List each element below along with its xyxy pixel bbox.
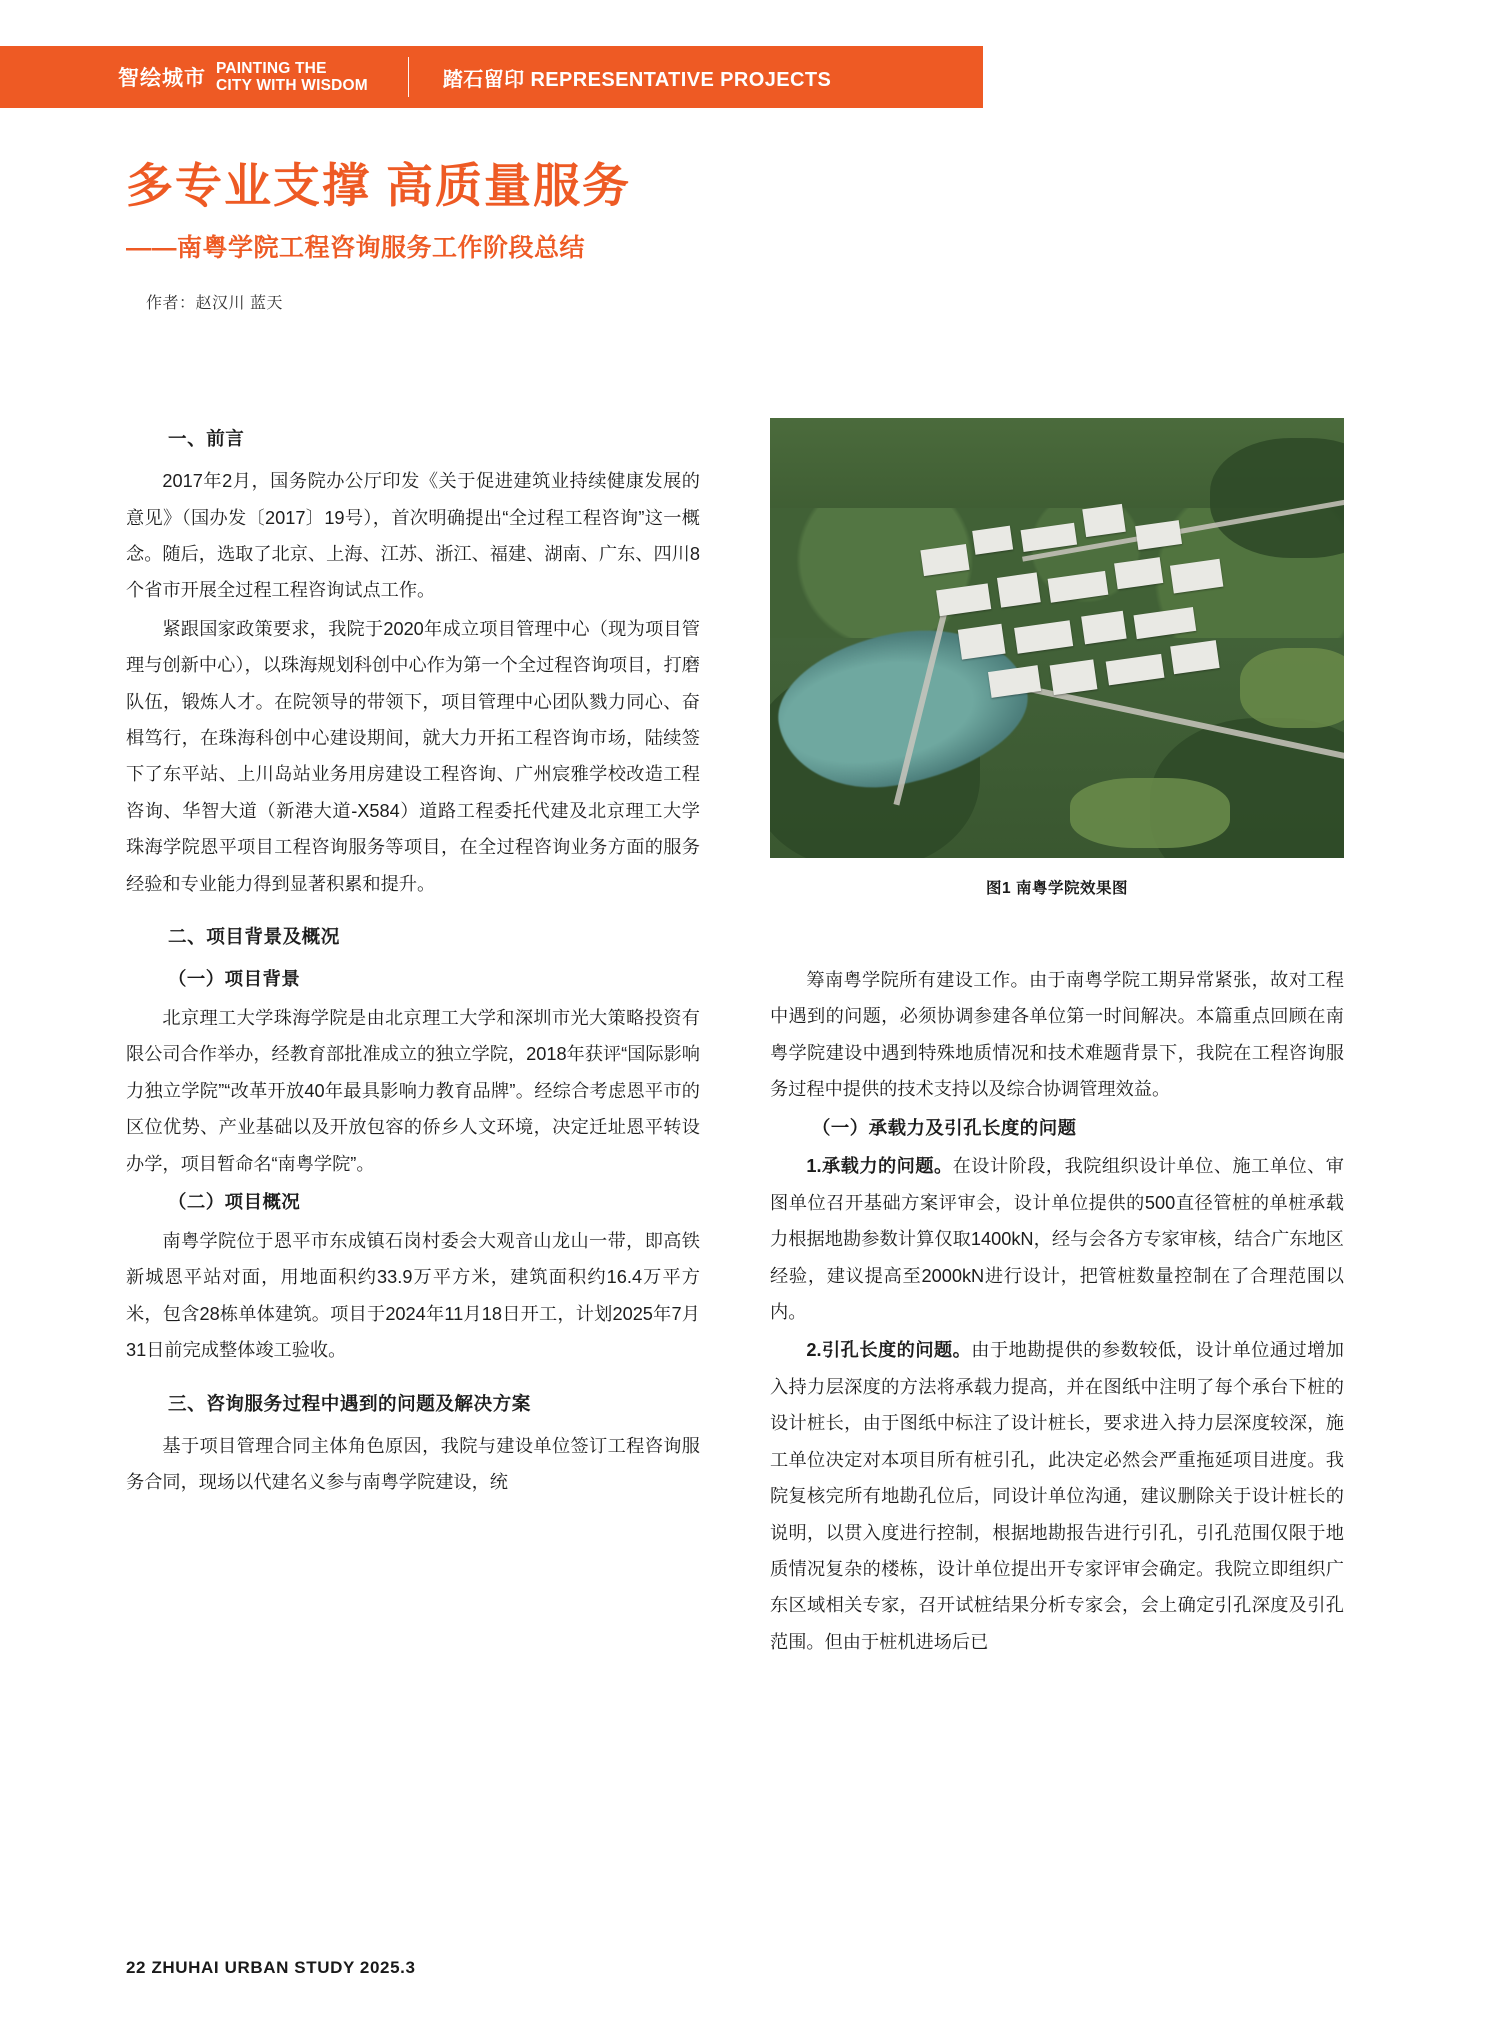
paragraph: 紧跟国家政策要求，我院于2020年成立项目管理中心（现为项目管理与创新中心），以珠海规划科创中心作为第一个全过程咨询项目，打磨队伍，锻炼人才。在院领导的带领下，项目管理中心团队戮力同心、奋楫笃行，在珠海科创中心建设期间，就大力开拓工程咨询市场，陆续签下了东平站、上川岛站业务用房建设工程咨询、广州宸雅学校改造工程咨询、华智大道（新港大道-X584）道路工程委托代建及北京理工大学珠海学院恩平项目工程咨询服务等项目，在全过程咨询业务方面的服务经验和专业能力得到显著积累和提升。 <box>126 618 700 894</box>
page-title: 多专业支撑 高质量服务 <box>126 159 632 212</box>
building <box>936 583 991 616</box>
section-label <box>443 63 831 92</box>
building <box>958 624 1006 660</box>
building <box>1048 571 1109 603</box>
building <box>997 572 1041 607</box>
heading-bearing-capacity: （一）承载力及引孔长度的问题 <box>812 1116 1077 1138</box>
figure-block <box>770 418 1344 898</box>
heading-preface: 一、前言 <box>168 428 245 449</box>
left-text-column <box>126 420 700 1503</box>
header-divider <box>408 57 409 97</box>
section-label-cn: 踏石留印 <box>442 68 525 91</box>
building <box>1021 523 1078 552</box>
building <box>1170 640 1219 674</box>
paragraph <box>770 1332 1344 1660</box>
page-footer <box>126 1958 416 1978</box>
building <box>1014 620 1073 654</box>
building <box>1082 504 1126 537</box>
spacer <box>126 1371 700 1385</box>
heading-background-sub-2: （二）项目概况 <box>168 1191 301 1213</box>
right-text-column <box>770 962 1344 1662</box>
paragraph: 南粤学院位于恩平市东成镇石岗村委会大观音山龙山一带，即高铁新城恩平站对面，用地面积约33.9万平方米，建筑面积约16.4万平方米，包含28栋单体建筑。项目于2024年11月18日开工，计划2025年7月31日前完成整体竣工验收。 <box>126 1230 700 1361</box>
aerial-rendering-image <box>770 418 1344 858</box>
building <box>1170 559 1223 594</box>
building <box>1135 520 1182 550</box>
paragraph: 2017年2月，国务院办公厅印发《关于促进建筑业持续健康发展的意见》（国办发〔2017〕19号），首次明确提出“全过程工程咨询”这一概念。随后，选取了北京、上海、江苏、浙江、福建、湖南、广东、四川8个省市开展全过程工程咨询试点工作。 <box>126 471 700 601</box>
building <box>972 526 1013 555</box>
building <box>1050 659 1098 695</box>
author-line: 作者：赵汉川 蓝天 <box>146 294 283 312</box>
building <box>1081 611 1126 645</box>
figure-caption: 图1 南粤学院效果图 <box>986 880 1128 897</box>
heading-project-background: 二、项目背景及概况 <box>168 926 340 948</box>
paragraph: 北京理工大学珠海学院是由北京理工大学和深圳市光大策略投资有限公司合作举办，经教育部批准成立的独立学院，2018年获评“国际影响力独立学院”“改革开放40年最具影响力教育品牌”。经综合考虑恩平市的区位优势、产业基础以及开放包容的侨乡人文环境，决定迁址恩平转设办学，项目暂命名“南粤学院”。 <box>126 1008 700 1174</box>
paragraph-body: 在设计阶段，我院组织设计单位、施工单位、审图单位召开基础方案评审会，设计单位提供的500直径管桩的单桩承载力根据地勘参数计算仅取1400kN，经与会各方专家审核，结合广东地区经验，建议提高至2000kN进行设计，把管桩数量控制在了合理范围以内。 <box>770 1156 1344 1323</box>
paragraph-body: 由于地勘提供的参数较低，设计单位通过增加入持力层深度的方法将承载力提高，并在图纸中注明了每个承台下桩的设计桩长，由于图纸中标注了设计桩长，要求进入持力层深度较深，施工单位决定对本项目所有桩引孔，此决定必然会严重拖延项目进度。我院复核完所有地勘孔位后，同设计单位沟通，建议删除关于设计桩长的说明，以贯入度进行控制，根据地勘报告进行引孔，引孔范围仅限于地质情况复杂的楼栋，设计单位提出开专家评审会确定。我院立即组织广东区域相关专家，召开试桩结果分析专家会，会上确定引孔深度及引孔范围。但由于桩机进场后已 <box>770 1340 1344 1652</box>
spacer <box>126 904 700 918</box>
brand-title-cn: 智绘城市 <box>118 67 206 90</box>
heading-background-sub-1: （一）项目背景 <box>168 968 301 990</box>
building <box>1133 607 1196 639</box>
footer-publication-text: ZHUHAI URBAN STUDY 2025.3 <box>151 1958 416 1977</box>
paragraph: 筹南粤学院所有建设工作。由于南粤学院工期异常紧张，故对工程中遇到的问题，必须协调参建各单位第一时间解决。本篇重点回顾在南粤学院建设中遇到特殊地质情况和技术难题背景下，我院在工程咨询服务过程中提供的技术支持以及综合协调管理效益。 <box>770 970 1344 1100</box>
paragraph <box>770 1148 1344 1330</box>
brand-en-line1: PAINTING THE <box>216 59 327 77</box>
header-inner <box>0 46 831 108</box>
building <box>988 665 1041 698</box>
field-patch <box>1070 778 1230 848</box>
paragraph-lead-bold: 2.引孔长度的问题。 <box>806 1340 972 1361</box>
paragraph-lead-bold: 1.承载力的问题。 <box>806 1156 953 1177</box>
page-header-bar <box>0 46 983 108</box>
page-number: 22 <box>126 1958 147 1977</box>
page-subtitle: ——南粤学院工程咨询服务工作阶段总结 <box>126 233 586 262</box>
building <box>1106 654 1165 686</box>
building <box>920 544 969 576</box>
building <box>1114 557 1163 589</box>
paragraph: 基于项目管理合同主体角色原因，我院与建设单位签订工程咨询服务合同，现场以代建名义参与南粤学院建设，统 <box>126 1435 700 1493</box>
article-title-block <box>126 160 1326 313</box>
brand-en-line2: CITY WITH WISDOM <box>216 77 368 94</box>
heading-problems-solutions: 三、咨询服务过程中遇到的问题及解决方案 <box>168 1392 531 1414</box>
section-label-en: REPRESENTATIVE PROJECTS <box>530 68 832 91</box>
brand-title-en <box>216 60 368 95</box>
